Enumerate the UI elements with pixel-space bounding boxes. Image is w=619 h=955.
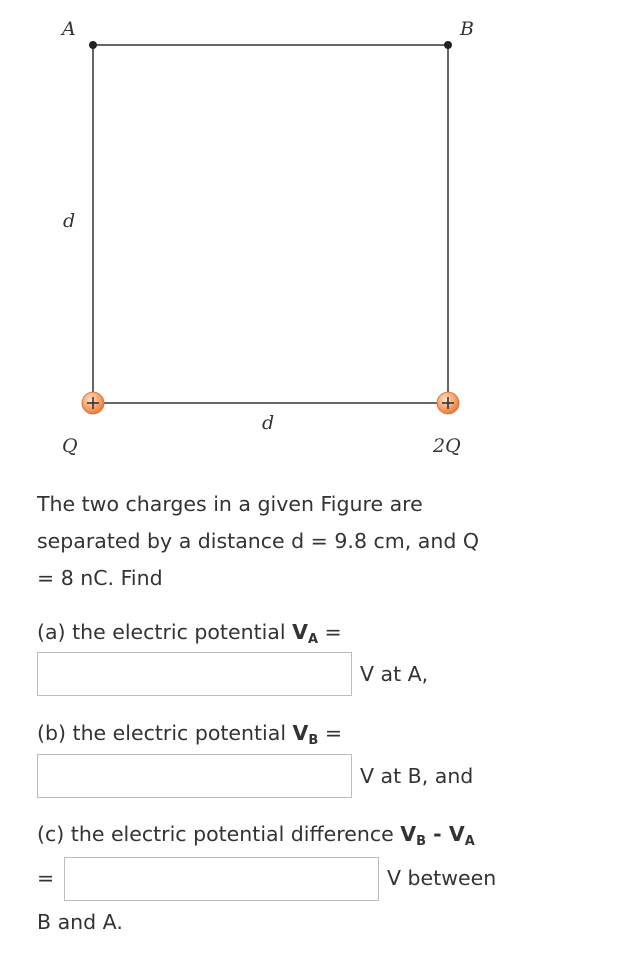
part-c-sub2: A	[464, 834, 475, 849]
part-c-text: (c) the electric potential difference	[37, 822, 401, 846]
part-c-var2: V	[448, 822, 465, 846]
part-a-sub: A	[307, 632, 319, 647]
part-a-text: (a) the electric potential	[37, 620, 293, 644]
label-charge-q: Q	[62, 435, 78, 457]
part-c-prompt	[37, 822, 475, 849]
part-b-text: (b) the electric potential	[37, 721, 293, 745]
part-c-var1: V	[400, 822, 417, 846]
problem-line-2: separated by a distance d = 9.8 cm, and Q	[37, 529, 479, 553]
answer-vb-input[interactable]	[37, 754, 352, 798]
problem-statement	[37, 486, 479, 597]
part-b-prompt	[37, 721, 342, 748]
answer-va-input[interactable]	[37, 652, 352, 696]
label-charge-2q: 2Q	[433, 435, 461, 457]
answer-vba-input[interactable]	[64, 857, 379, 901]
label-side-d: d	[63, 210, 76, 232]
part-b-unit: V at B, and	[360, 764, 474, 788]
point-a-dot	[89, 41, 97, 49]
problem-line-3: = 8 nC. Find	[37, 566, 163, 590]
part-c-unit: V between	[387, 866, 497, 890]
part-a-eq: =	[318, 620, 342, 644]
point-b-dot	[444, 41, 452, 49]
part-c-tail: B and A.	[37, 910, 123, 934]
part-a-prompt	[37, 620, 342, 647]
part-a-unit: V at A,	[360, 662, 429, 686]
label-bottom-d: d	[262, 412, 275, 434]
part-b-sub: B	[308, 733, 319, 748]
part-c-minus: -	[426, 822, 449, 846]
label-point-b: B	[460, 18, 474, 40]
part-c-equals: =	[37, 866, 55, 890]
problem-line-1: The two charges in a given Figure are	[37, 492, 423, 516]
label-point-a: A	[62, 18, 76, 40]
part-b-eq: =	[318, 721, 343, 745]
part-b-var: V	[292, 721, 309, 745]
charge-2q	[437, 392, 459, 414]
charge-q	[82, 392, 104, 414]
part-a-var: V	[292, 620, 308, 644]
part-c-sub1: B	[416, 834, 427, 849]
